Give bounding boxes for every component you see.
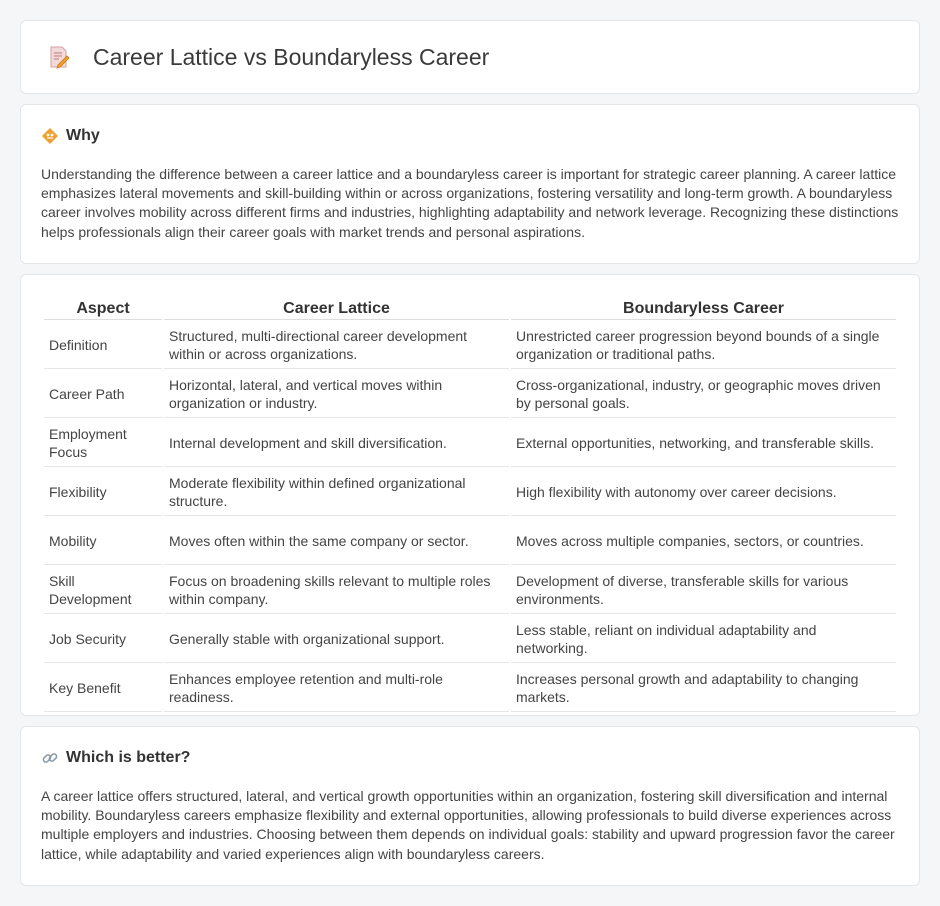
table-row: [44, 322, 896, 369]
better-heading: [41, 749, 899, 767]
table-row: [44, 616, 896, 663]
boundaryless-cell: Development of diverse, transferable skills for various environments.: [511, 567, 896, 614]
aspect-cell: Mobility: [44, 518, 162, 565]
lattice-cell: Moderate flexibility within defined organizational structure.: [164, 469, 509, 516]
aspect-cell: Job Security: [44, 616, 162, 663]
aspect-cell: Employment Focus: [44, 420, 162, 467]
aspect-cell: Definition: [44, 322, 162, 369]
boundaryless-cell: Less stable, reliant on individual adaptability and networking.: [511, 616, 896, 663]
page-title: Career Lattice vs Boundaryless Career: [93, 43, 490, 70]
better-title: Which is better?: [66, 749, 191, 766]
comparison-table-card: [20, 274, 920, 716]
better-text: A career lattice offers structured, lateral, and vertical growth opportunities within an organization, fostering skill diversification and internal mobility. Boundaryless careers emphasize flexibility and external opportunities, allowing professionals to build diverse experiences across multiple employers and industries. Choosing between them depends on individual goals: stability and upward progression favor the career lattice, while adaptability and varied experiences align with boundaryless careers.: [41, 788, 895, 862]
table-row: [44, 469, 896, 516]
table-row: [44, 518, 896, 565]
document-pencil-icon: [47, 45, 71, 69]
which-is-better-section: [20, 726, 920, 886]
link-icon: [41, 749, 59, 767]
lattice-cell: Generally stable with organizational support.: [164, 616, 509, 663]
lattice-cell: Enhances employee retention and multi-role readiness.: [164, 665, 509, 712]
boundaryless-cell: High flexibility with autonomy over career decisions.: [511, 469, 896, 516]
boundaryless-cell: Increases personal growth and adaptability to changing markets.: [511, 665, 896, 712]
lattice-cell: Moves often within the same company or sector.: [164, 518, 509, 565]
aspect-cell: Key Benefit: [44, 665, 162, 712]
lattice-cell: Internal development and skill diversification.: [164, 420, 509, 467]
header-career-lattice: Career Lattice: [164, 297, 509, 320]
why-title: Why: [66, 127, 100, 144]
table-row: [44, 567, 896, 614]
table-row: [44, 665, 896, 712]
header-aspect: Aspect: [44, 297, 162, 320]
table-row: [44, 420, 896, 467]
lattice-cell: Focus on broadening skills relevant to multiple roles within company.: [164, 567, 509, 614]
aspect-cell: Career Path: [44, 371, 162, 418]
why-section: [20, 104, 920, 264]
diamond-sign-icon: [41, 127, 59, 145]
aspect-cell: Skill Development: [44, 567, 162, 614]
lattice-cell: Horizontal, lateral, and vertical moves within organization or industry.: [164, 371, 509, 418]
comparison-table: [42, 295, 898, 714]
header-boundaryless-career: Boundaryless Career: [511, 297, 896, 320]
why-text: Understanding the difference between a career lattice and a boundaryless career is important for strategic career planning. A career lattice emphasizes lateral movements and skill-building within or across organizations, fostering versatility and long-term growth. A boundaryless career involves mobility across different firms and industries, highlighting adaptability and network leverage. Recognizing these distinctions helps professionals align their career goals with market trends and personal aspirations.: [41, 166, 899, 240]
boundaryless-cell: Moves across multiple companies, sectors, or countries.: [511, 518, 896, 565]
table-header-row: [44, 297, 896, 320]
lattice-cell: Structured, multi-directional career development within or across organizations.: [164, 322, 509, 369]
why-heading: [41, 127, 899, 145]
header-card: [20, 20, 920, 94]
boundaryless-cell: Cross-organizational, industry, or geographic moves driven by personal goals.: [511, 371, 896, 418]
aspect-cell: Flexibility: [44, 469, 162, 516]
boundaryless-cell: External opportunities, networking, and transferable skills.: [511, 420, 896, 467]
boundaryless-cell: Unrestricted career progression beyond bounds of a single organization or traditional paths.: [511, 322, 896, 369]
table-row: [44, 371, 896, 418]
